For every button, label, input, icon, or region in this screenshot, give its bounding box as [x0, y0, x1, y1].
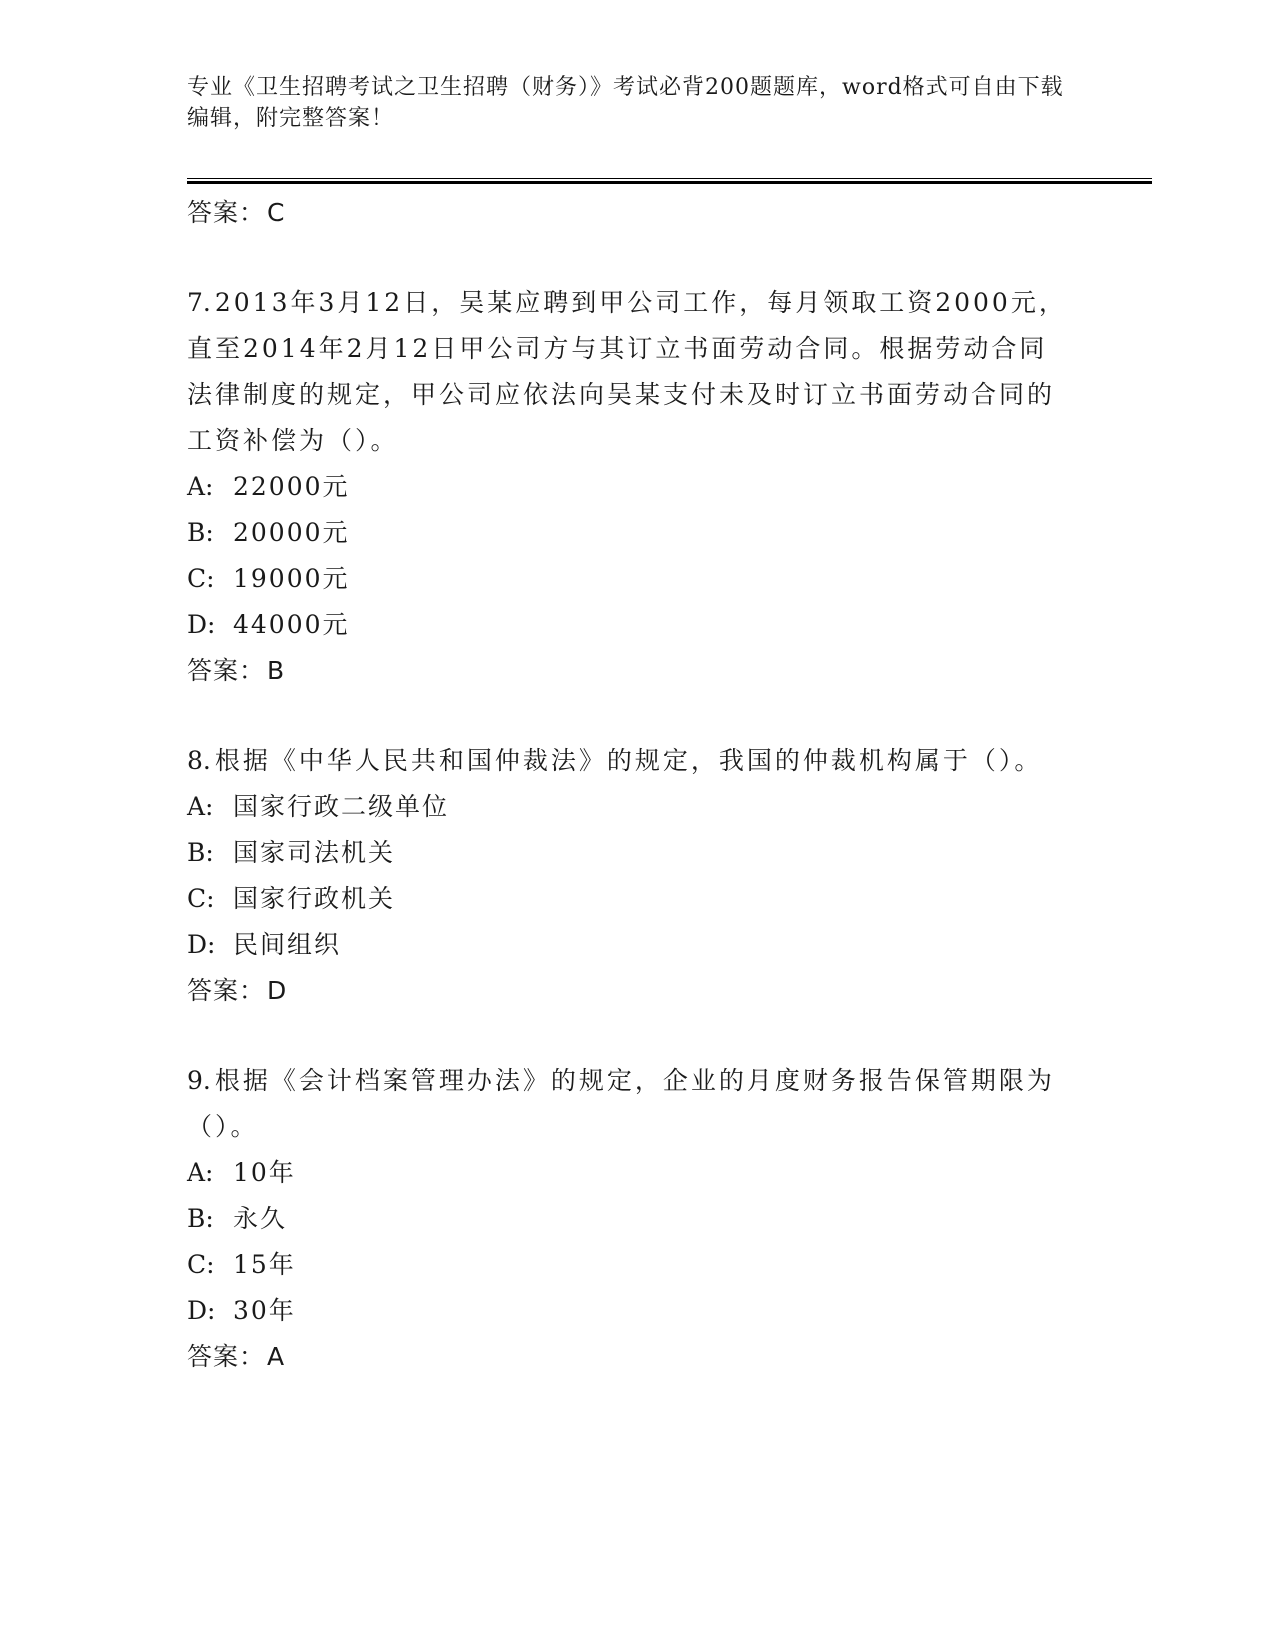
question-number: 8. [187, 746, 211, 775]
option-c [187, 1242, 1067, 1288]
question-number: 7. [187, 288, 211, 317]
answer-label: 答案： [187, 656, 266, 685]
option-key: D: [187, 610, 216, 639]
option-d [187, 1288, 1067, 1334]
option-key: A: [187, 1158, 214, 1187]
option-b [187, 510, 1067, 556]
option-text: 国家司法机关 [233, 838, 396, 867]
question-text [187, 1058, 1067, 1150]
option-b [187, 830, 1067, 876]
answer-label: 答案： [187, 1342, 266, 1371]
question-body: 2013年3月12日，吴某应聘到甲公司工作，每月领取工资2000元，直至2014年2月12日甲公司方与其订立书面劳动合同。根据劳动合同法律制度的规定，甲公司应依法向吴某支付未及时订立书面劳动合同的工资补偿为（）。 [187, 288, 1067, 455]
question-text [187, 280, 1067, 464]
answer-line [187, 190, 1067, 236]
option-key: D: [187, 930, 216, 959]
option-key: C: [187, 884, 215, 913]
question-body: 根据《会计档案管理办法》的规定，企业的月度财务报告保管期限为（）。 [187, 1066, 1055, 1141]
option-text: 15年 [233, 1250, 296, 1279]
answer-value: A [267, 1342, 286, 1371]
answer-line [187, 968, 1067, 1014]
option-c [187, 876, 1067, 922]
option-text: 30年 [233, 1296, 296, 1325]
option-key: C: [187, 564, 215, 593]
option-text: 国家行政二级单位 [233, 792, 450, 821]
option-text: 22000元 [233, 472, 350, 501]
option-d [187, 602, 1067, 648]
answer-line [187, 648, 1067, 694]
option-text: 20000元 [233, 518, 350, 547]
option-b [187, 1196, 1067, 1242]
option-text: 永久 [233, 1204, 288, 1233]
question-list [187, 190, 1067, 1380]
answer-value: D [267, 976, 288, 1005]
option-a [187, 784, 1067, 830]
option-a [187, 1150, 1067, 1196]
option-text: 44000元 [233, 610, 350, 639]
option-text: 10年 [233, 1158, 296, 1187]
document-header: 专业《卫生招聘考试之卫生招聘（财务）》考试必背200题题库，word格式可自由下载编辑，附完整答案！ [187, 75, 1064, 131]
answer-label: 答案： [187, 976, 266, 1005]
option-text: 民间组织 [233, 930, 342, 959]
option-key: B: [187, 518, 214, 547]
answer-value: C [267, 198, 286, 227]
option-key: C: [187, 1250, 215, 1279]
option-key: A: [187, 472, 214, 501]
option-key: B: [187, 1204, 214, 1233]
option-key: B: [187, 838, 214, 867]
option-c [187, 556, 1067, 602]
question-body: 根据《中华人民共和国仲裁法》的规定，我国的仲裁机构属于（）。 [214, 746, 1043, 775]
question-text [187, 738, 1067, 784]
option-text: 国家行政机关 [233, 884, 396, 913]
option-key: A: [187, 792, 214, 821]
answer-label: 答案： [187, 198, 266, 227]
option-a [187, 464, 1067, 510]
option-text: 19000元 [233, 564, 350, 593]
question-number: 9. [187, 1066, 211, 1095]
answer-line [187, 1334, 1067, 1380]
option-key: D: [187, 1296, 216, 1325]
option-d [187, 922, 1067, 968]
header-rule-thin [187, 178, 1152, 179]
answer-value: B [267, 656, 286, 685]
header-rule-thick [187, 181, 1152, 184]
